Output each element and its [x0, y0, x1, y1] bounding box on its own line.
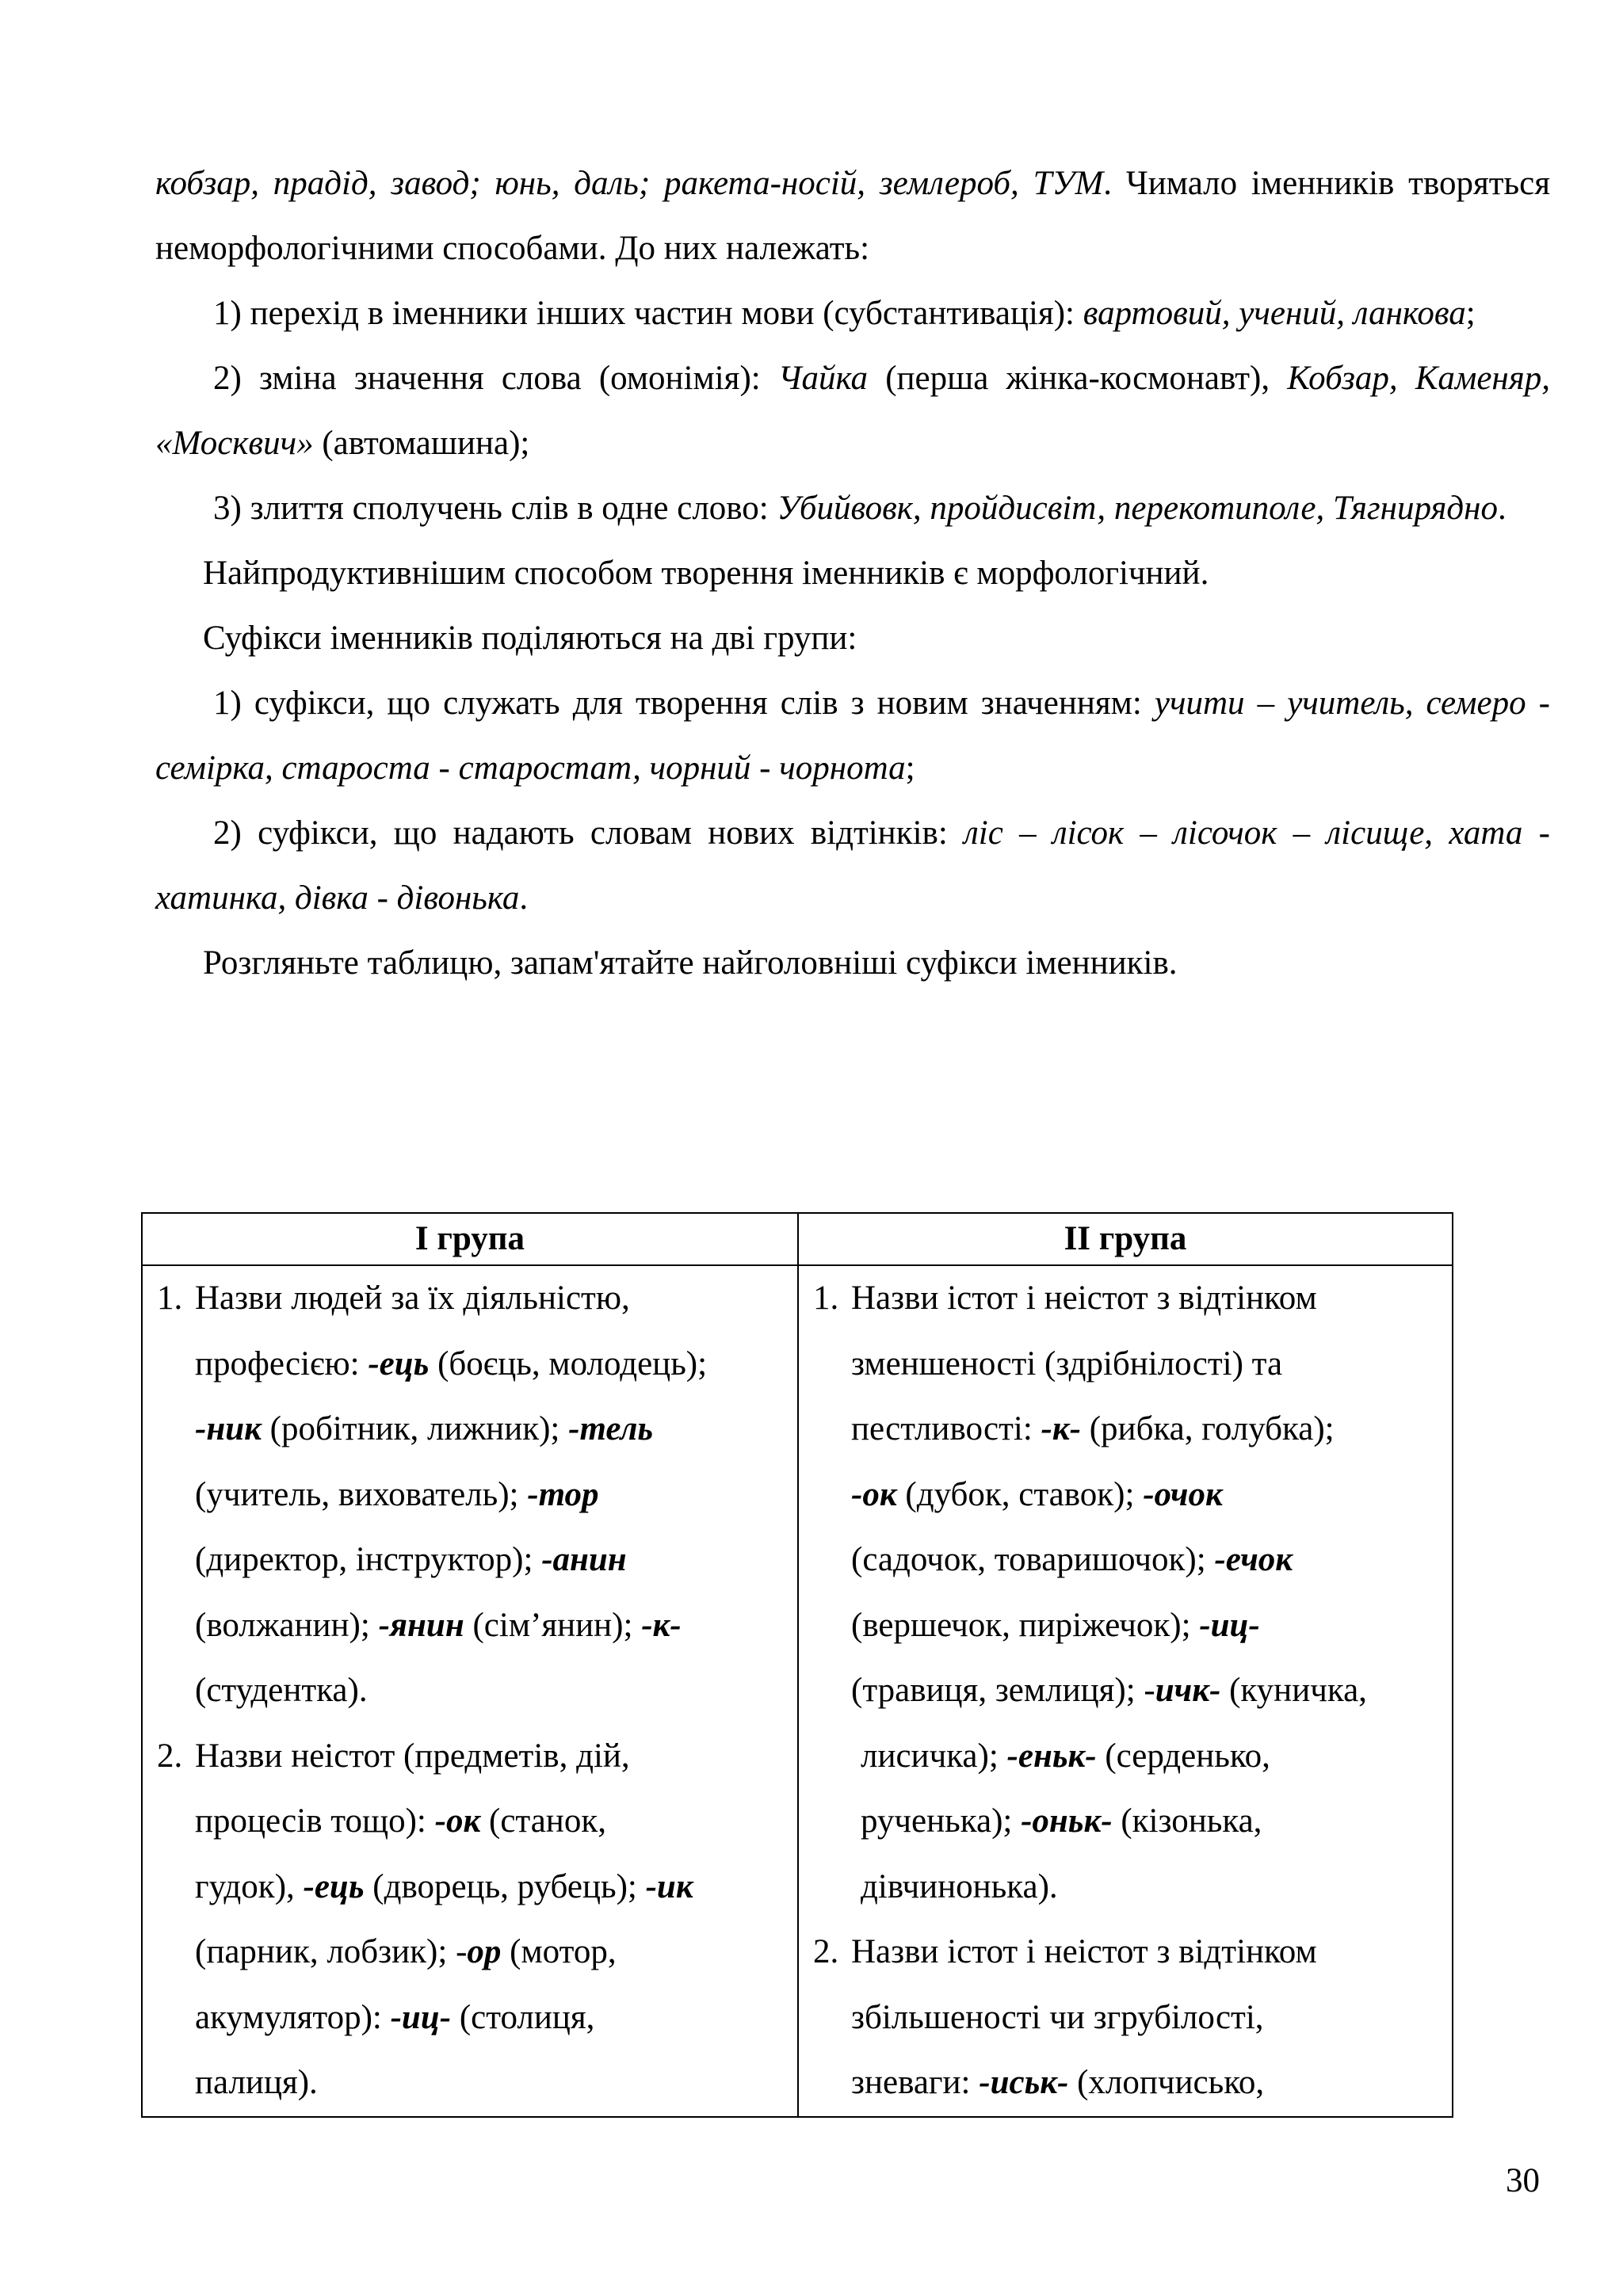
list-item-new-shades: 2) суфікси, що надають словам нових відтінків: ліс – лісок – лісочок – лісище, хата - хатинка, дівка - дівонька. [155, 814, 1550, 917]
list-item-new-meaning: 1) суфікси, що служать для творення слів з новим значенням: учити – учитель, семеро - семірка, староста - старостат, чорний - чорнота; [155, 685, 1550, 787]
list-item: 2. Назви неістот (предметів, дій, процесів тощо): -ок (станок, гудок), -ець (дворець, рубець); -ик (парник, лобзик); -ор (мотор, акумулятор): -иц- (столиця, палиця). [157, 1737, 693, 2101]
column-group-1 [142, 1265, 798, 2117]
list-item-substantivation: 1) перехід в іменники інших частин мови (субстантивація): вартовий, учений, ланкова; [213, 295, 1476, 332]
list-item: 2. Назви істот і неістот з відтінком збільшеності чи згрубілості, зневаги: -иськ- (хлопчисько, [813, 1933, 1317, 2101]
body-text [155, 151, 1550, 996]
column-group-2 [798, 1265, 1453, 2117]
header-group-1: І група [142, 1213, 798, 1265]
list-item: 1. Назви людей за їх діяльністю, професією: -ець (боєць, молодець); -ник (робітник, лижник); -тель (учитель, вихователь); -тор (директор, інструктор); -анин (волжанин); -янин (сім’янин); -к- (студентка). [157, 1280, 708, 1709]
paragraph-suffix-groups: Суфікси іменників поділяються на дві групи: [203, 620, 857, 657]
list-item-fusion: 3) злиття сполучень слів в одне слово: Убийвовк, пройдисвіт, перекотиполе, Тягнирядно. [213, 490, 1507, 527]
list-item-homonymy: 2) зміна значення слова (омонімія): Чайка (перша жінка-космонавт), Кобзар, Каменяр, «Москвич» (автомашина); [155, 360, 1550, 462]
page-number: 30 [1506, 2162, 1540, 2199]
table-header-row [142, 1213, 1453, 1265]
paragraph-intro: кобзар, прадід, завод; юнь, даль; ракета-носій, землероб, ТУМ. Чимало іменників творяться неморфологічними способами. До них належать: [155, 165, 1551, 267]
suffix-table [141, 1212, 1453, 2118]
paragraph-table-intro: Розгляньте таблицю, запам'ятайте найголовніші суфікси іменників. [203, 944, 1178, 982]
header-group-2: ІІ група [798, 1213, 1453, 1265]
paragraph-morphological: Найпродуктивнішим способом творення іменників є морфологічний. [203, 555, 1209, 592]
table-row [142, 1265, 1453, 2117]
list-item: 1. Назви істот і неістот з відтінком зменшеності (здрібнілості) та пестливості: -к- (рибка, голубка); -ок (дубок, ставок); -очок (садочок, товаришочок); -ечок (вершечок, пиріжечок); -иц- (травиця, землиця); -ичк- (куничка, лисичка); -еньк- (серденько, рученька); -оньк- (кізонька, дівчинонька). [813, 1280, 1367, 1905]
